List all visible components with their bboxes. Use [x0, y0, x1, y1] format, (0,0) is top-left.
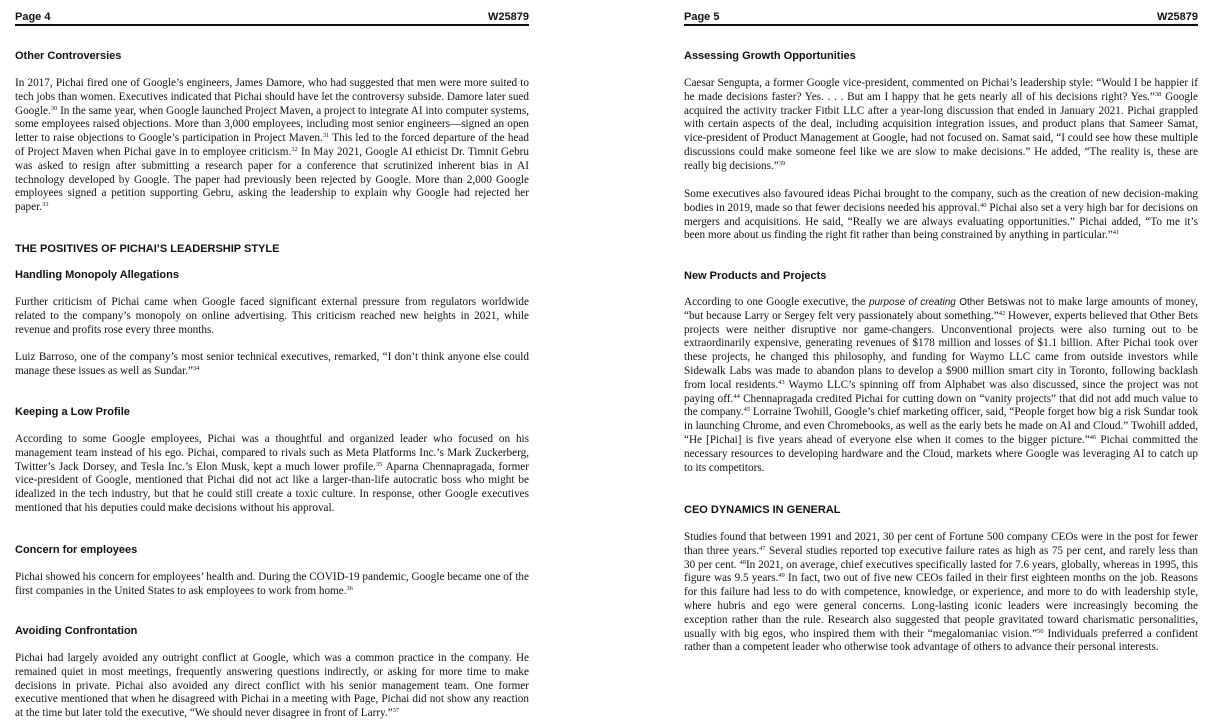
section-heading-other-controversies: Other Controversies	[15, 50, 122, 62]
footnote-ref: 41	[1112, 229, 1120, 237]
footnote-ref: 47	[759, 544, 766, 552]
paragraph-text: Pichai had largely avoided any outright conflict at Google, which was a common practice in the company. He remained quiet in most meetings, frequently answering questions indirectly, or asking for more time to make decisions in private. Pichai also avoided any direct conflict with his senior management team. One former executive mentioned that when he disagreed with Pichai in a meeting with Page, Pichai did not show any reaction at the time but later told the executive, “We should never disagree in front of Larry.”	[15, 652, 529, 720]
paragraph-text: Caesar Sengupta, a former Google vice-president, commented on Pichai’s leadership style: “Would I be happier if he made decisions faster? Yes. . . . But am I happy that he gets nearly all of his decisions right? Yes.”	[684, 77, 1198, 103]
paragraph-text: This led to the forced departure of the head of Project Maven when Pichai gave in to employee criticism.	[15, 132, 529, 158]
footnote-ref: 33	[42, 201, 49, 209]
footnote-ref: 38	[1154, 90, 1162, 98]
paragraph-text: Luiz Barroso, one of the company’s most senior technical executives, remarked, “I don’t think anyone else could manage these issues as well as Sundar.”	[15, 351, 529, 377]
paragraph-text: Aparna Chennapragada, former vice-president of Google, mentioned that Pichai did not act like a larger-than-life autocratic boss who might be idealized in the tech industry, but that he could still create a toxic culture. In response, other Google executives mentioned that his deputies could make decisions without his approval.	[15, 460, 529, 514]
footnote-ref: 46	[1089, 433, 1097, 441]
paragraph-text: Pichai committed the necessary resources to developing hardware and the Cloud, markets where Google was leveraging AI to catch up to its competitors.	[684, 433, 1198, 474]
paragraph-text: In 2017, Pichai fired one of Google’s engineers, James Damore, who had suggested that men were more suited to tech jobs than women. Executives indicated that Pichai should have let the controversy subside. Damore later sued Google.	[15, 77, 529, 117]
paragraph-ceo-dynamics	[684, 531, 1198, 655]
paragraph-text: was not to make large amounts of money, “but because Larry or Sergey felt very passionately about something.”	[684, 296, 1198, 322]
footnote-ref: 30	[50, 104, 58, 112]
section-heading-confrontation: Avoiding Confrontation	[15, 625, 138, 637]
left-page	[15, 0, 529, 725]
footnote-ref: 31	[322, 132, 330, 140]
footnote-ref: 44	[733, 392, 740, 400]
paragraph-text: Several studies reported top executive failure rates as high as 75 per cent, and rarely less than 30 per cent.	[684, 544, 1198, 571]
case-code: W25879	[1157, 11, 1198, 23]
section-heading-positives: THE POSITIVES OF PICHAI’S LEADERSHIP STYLE	[15, 243, 280, 255]
footnote-ref: 35	[375, 460, 383, 468]
paragraph-text: Lorraine Twohill, Google’s chief marketing officer, said, “People forget how big a risk Sundar took in launching Chrome, and even Chromebooks, as well as the early bets he made on AI and Cloud.” Twohill added, “He [Pichai] is five years ahead of everyone else when it comes to the bigger picture.”	[684, 406, 1198, 446]
paragraph-text: According to some Google employees, Pichai was a thoughtful and organized leader who focused on his management team instead of his ego. Pichai, compared to rivals such as Meta Platforms Inc.’s Mark Zuckerberg, Twitter’s Jack Dorsey, and Tesla Inc.’s Elon Musk, kept a much lower profile.	[15, 433, 529, 473]
paragraph-text: Studies found that between 1991 and 2021, 30 per cent of Fortune 500 company CEOs were in the post for fewer than three years.	[684, 531, 1198, 557]
section-heading-products: New Products and Projects	[684, 270, 827, 282]
footnote-ref: 45	[743, 406, 751, 414]
paragraph-text: Individuals preferred a confident rather than a competent leader who otherwise took advantage of others to advance their personal interests.	[684, 627, 1199, 654]
page-header	[684, 10, 1198, 26]
footnote-ref: 36	[346, 584, 354, 592]
paragraph-text: In fact, two out of five new CEOs failed in their first eighteen months on the job. Reasons for this failure had less to do with competence, knowledge, or experience, and more to do with leadership style, where hubris and ego were general concerns. Long-lasting iconic leaders were increasingly becoming the exception rather than the rule. Research also suggested that people gravitated toward charismatic personalities, usually with big egos, who inspired them with their “megalomaniac vision.”	[684, 572, 1199, 640]
page-header	[15, 10, 529, 26]
paragraph-monopoly-2	[15, 351, 529, 379]
paragraph-text: Waymo LLC’s spinning off from Alphabet was also discussed, since the project was not paying off.	[684, 378, 1198, 405]
paragraph-text: According to one Google executive,	[684, 296, 852, 308]
paragraph-growth-2	[684, 188, 1198, 243]
section-heading-low-profile: Keeping a Low Profile	[15, 406, 130, 418]
paragraph-products	[684, 296, 1198, 475]
paragraph-confrontation	[15, 652, 529, 721]
footnote-ref: 32	[291, 145, 298, 153]
section-heading-ceo-dynamics: CEO DYNAMICS IN GENERAL	[684, 504, 841, 516]
paragraph-low-profile	[15, 433, 529, 516]
case-code: W25879	[488, 11, 529, 23]
paragraph-text: purpose of creating	[869, 297, 956, 308]
paragraph-text: the	[851, 297, 869, 308]
paragraph-text: Some executives also favoured ideas Pichai brought to the company, such as the creation of new decision-making bodies in 2019, made so that fewer decisions needed his approval.	[684, 188, 1198, 214]
footnote-ref: 42	[998, 309, 1006, 317]
paragraph-text: However, experts believed that Other Bets projects were neither disruptive nor game-changers. Unconventional projects were also turning out to be extraordinarily expensive, generating revenues of $178 million and losses of $1.1 billion. After Pichai took over these projects, he changed this philosophy, and funding for Waymo LLC came from outside investors while Sidewalk Labs was made to abandon plans to develop a $900 million smart city in Toronto, following backlash from local residents.	[684, 309, 1198, 391]
footnote-ref: 40	[980, 201, 987, 209]
page-number: Page 5	[684, 11, 720, 23]
footnote-ref: 37	[392, 707, 400, 715]
footnote-ref: 34	[193, 364, 200, 372]
paragraph-text: Pichai showed his concern for employees’ health and. During the COVID-19 pandemic, Google became one of the first companies in the United States to ask employees to work from home.	[15, 571, 529, 597]
paragraph-text: Google acquired the activity tracker Fitbit LLC after a year-long discussion that ended in January 2021. Pichai grappled with certain aspects of the deal, including acquisition integration issues, and product plans that Sameer Samat, vice-president of Product Management at Google, had not focused on. Samat said, “I could see how these multiple discussions could make someone feel like we are slow to make decisions.” He added, “The reality is, these are really big decisions.”	[684, 90, 1198, 172]
footnote-ref: 50	[1037, 627, 1044, 635]
footnote-ref: 49	[778, 572, 785, 580]
page-number: Page 4	[15, 11, 51, 23]
section-heading-concern: Concern for employees	[15, 544, 138, 556]
section-heading-monopoly: Handling Monopoly Allegations	[15, 269, 179, 281]
right-page	[684, 0, 1198, 725]
paragraph-growth-1	[684, 77, 1198, 174]
paragraph-other-controversies	[15, 77, 529, 215]
footnote-ref: 39	[778, 159, 786, 167]
paragraph-text: In 2021, on average, chief executives specifically lasted for 7.6 years, globally, whereas in 1995, this figure was 9.5 years.	[684, 558, 1198, 585]
paragraph-text: Other Bets	[955, 297, 1008, 308]
paragraph-text: Chennapragada credited Pichai for cutting down on “vanity projects” that did not add much value to the company.	[684, 392, 1198, 419]
paragraph-concern	[15, 571, 529, 599]
paragraph-text: In May 2021, Google AI ethicist Dr. Timnit Gebru was asked to resign after submitting a research paper for a conference that scrutinized inherent bias in AI technology developed by Google. The paper had previously been rejected by Google. More than 2,000 Google employees signed a petition supporting Gebru, asking the leadership to explain why Google had rejected her paper.	[15, 145, 529, 214]
footnote-ref: 43	[778, 378, 785, 386]
paragraph-text: Pichai also set a very high bar for decisions on mergers and acquisitions. He said, “Really we are always evaluating opportunities.” Pichai added, “To me it’s been more about us finding the right fit rather than being constrained by anything in particular.”	[684, 201, 1198, 242]
paragraph-text: In the same year, when Google launched Project Maven, a project to integrate AI into computer systems, some employees raised objections. More than 3,000 employees, including most senior engineers—signed an open letter to raise objections to Google’s participation in Project Maven.	[15, 104, 529, 145]
section-heading-growth: Assessing Growth Opportunities	[684, 50, 856, 62]
footnote-ref: 48	[739, 558, 746, 566]
paragraph-monopoly-1: Further criticism of Pichai came when Google faced significant external pressure from regulators worldwide related to the company’s monopoly on online advertising. This criticism reached new heights in 2021, while revenue and profits rose every three months.	[15, 296, 529, 336]
